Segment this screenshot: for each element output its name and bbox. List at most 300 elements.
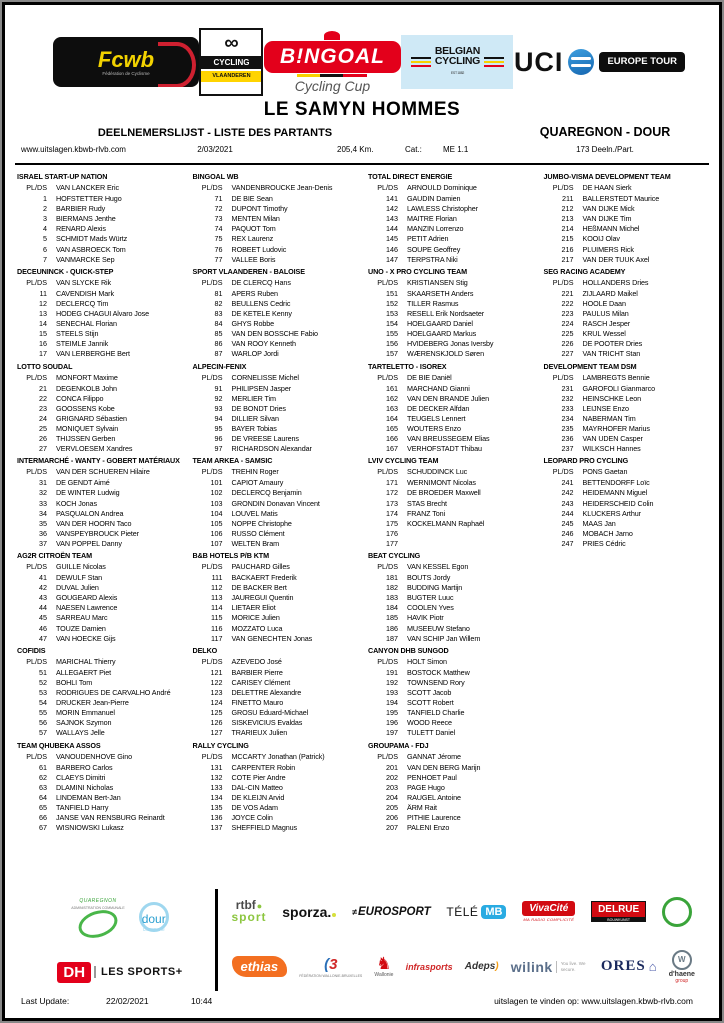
rider-row (17, 603, 189, 613)
rider-row (17, 624, 189, 634)
ds-label: PL/DS (201, 183, 223, 192)
rider-name: DECLERCQ Tim (56, 298, 109, 308)
ds-name: VAN SLYCKE Rik (56, 277, 112, 287)
rider-row (193, 519, 365, 529)
team-block (17, 646, 189, 739)
rider-name: VAN DER HOORN Taco (56, 518, 132, 528)
ds-label: PL/DS (377, 277, 398, 287)
team-name: TOTAL DIRECT ENERGIE (368, 172, 453, 181)
rider-number: 136 (210, 813, 223, 823)
dh-les-sports-text2: LES SPORTS+ (94, 966, 183, 978)
rider-number: 74 (214, 224, 223, 234)
rider-name: BETTENDORFF Loïc (582, 478, 650, 488)
rider-name: DUVAL Julien (56, 583, 99, 593)
ds-row (368, 373, 540, 383)
results-website: www.uitslagen.kbwb-rlvb.com (21, 145, 126, 154)
rider-number: 3 (43, 214, 47, 224)
rider-row (368, 783, 540, 793)
ores-logo (601, 958, 657, 975)
rider-name: MAYRHOFER Marius (582, 423, 650, 433)
rider-name: PHILIPSEN Jasper (231, 383, 292, 393)
team-block (544, 172, 716, 265)
rider-row (193, 194, 365, 204)
rider-name: BEULLENS Cedric (231, 298, 291, 308)
rider-row (193, 803, 365, 813)
rider-name: SCHMIDT Mads Würtz (56, 234, 128, 244)
rider-name: GOOSSENS Kobe (56, 403, 115, 413)
rider-number: 213 (561, 214, 574, 224)
rider-number: 195 (386, 708, 398, 718)
rider-name: DRUCKER Jean-Pierre (56, 698, 129, 708)
ds-name: VAN KESSEL Egon (407, 562, 469, 571)
rider-row (368, 289, 540, 299)
rider-number: 97 (214, 444, 223, 454)
rider-row (193, 539, 365, 549)
rider-number: 31 (39, 478, 47, 488)
ds-row (368, 657, 540, 667)
rtbf-sport-logo (232, 900, 267, 923)
rider-name: THIJSSEN Gerben (56, 434, 116, 444)
rider-row (368, 384, 540, 394)
dour-commune-text: dour (141, 911, 166, 926)
rider-number: 161 (386, 383, 398, 393)
rider-row (544, 519, 716, 529)
eurosport-text: ≠ EUROSPORT (352, 906, 431, 918)
rider-name: WOOD Reece (407, 718, 452, 728)
rider-name: GAROFOLI Gianmarco (582, 383, 655, 393)
rider-number: 133 (210, 782, 223, 792)
ds-name: CORNELISSE Michel (231, 372, 299, 382)
bingoal-logo-text: B!NGOAL (264, 41, 401, 73)
rider-name: TANFIELD Harry (56, 802, 109, 812)
ds-name: ARNOULD Dominique (407, 183, 477, 192)
rider-name: VALLEE Boris (231, 254, 276, 264)
rider-row (193, 289, 365, 299)
rider-name: RICHARDSON Alexandar (231, 444, 312, 454)
ds-row (17, 467, 189, 477)
team-name: GROUPAMA - FDJ (368, 740, 429, 750)
riders-column-4 (544, 170, 716, 835)
rider-name: SCOTT Jacob (407, 688, 452, 698)
rider-number: 196 (386, 718, 398, 728)
team-name: ISRAEL START-UP NATION (17, 172, 108, 181)
team-name: UNO - X PRO CYCLING TEAM (368, 266, 468, 276)
team-block (193, 267, 365, 360)
rider-row (544, 414, 716, 424)
rider-row (368, 339, 540, 349)
rider-number: 27 (39, 444, 47, 454)
rider-name: HAVIK Piotr (407, 613, 444, 623)
ds-name: GUILLE Nicolas (56, 562, 106, 571)
team-block (17, 551, 189, 644)
rider-row (193, 613, 365, 623)
category-value: ME 1.1 (443, 145, 469, 154)
dhaene-text: W (672, 950, 692, 970)
rider-number: 52 (39, 677, 47, 687)
rider-row (193, 319, 365, 329)
ds-row (368, 278, 540, 288)
rider-name: BOSTOCK Matthew (407, 667, 470, 677)
rider-number: 164 (386, 413, 398, 423)
rider-number: 225 (561, 329, 574, 339)
rider-name: GAUDIN Damien (407, 194, 461, 204)
ds-label: PL/DS (377, 656, 398, 666)
ds-name: TREHIN Roger (231, 467, 279, 477)
results-note: uitslagen te vinden op: www.uitslagen.kbwb-rlvb.com (494, 996, 693, 1006)
rider-number: 202 (386, 772, 398, 782)
rider-number: 7 (43, 254, 47, 264)
rider-number: 163 (386, 403, 398, 413)
ethias-text: ethias (232, 956, 288, 977)
rider-name: MORICE Julien (231, 613, 280, 623)
rider-number: 45 (39, 613, 47, 623)
ds-name: VAN LANCKER Eric (56, 183, 119, 192)
rider-name: ÄRM Rait (407, 802, 437, 812)
rider-number: 174 (386, 508, 398, 518)
team-name: TEAM QHUBEKA ASSOS (17, 740, 101, 750)
rider-row (368, 823, 540, 833)
rider-number: 103 (210, 498, 223, 508)
rider-name: VAN DEN BRANDE Julien (407, 393, 490, 403)
ds-label: PL/DS (26, 656, 47, 666)
rider-number: 206 (386, 813, 398, 823)
ds-row (544, 467, 716, 477)
rider-number: 217 (561, 254, 574, 264)
ds-label: PL/DS (26, 562, 47, 571)
rider-row (368, 349, 540, 359)
rider-number: 191 (386, 667, 398, 677)
team-block (193, 741, 365, 834)
rider-row (193, 309, 365, 319)
rider-row (193, 488, 365, 498)
wilink-subtext: You live. We secure. (556, 961, 589, 973)
rider-name: RESELL Erik Nordsaeter (407, 309, 485, 319)
quaregnon-logo (71, 898, 124, 937)
last-update-date: 22/02/2021 (106, 996, 149, 1006)
rider-number: 141 (386, 194, 398, 204)
team-name: CANYON DHB SUNGOD (368, 645, 449, 655)
ds-name: VAN DER SCHUEREN Hilaire (56, 467, 150, 477)
rider-name: GHYS Robbe (231, 319, 275, 329)
rider-row (368, 414, 540, 424)
rider-number: 222 (561, 298, 574, 308)
rider-name: DE DECKER Alfdan (407, 403, 470, 413)
rider-number: 4 (43, 224, 47, 234)
rider-name: RAUGEL Antoine (407, 792, 461, 802)
rider-row (368, 444, 540, 454)
rider-name: KRUL Wessel (582, 329, 626, 339)
vivacite-logo (522, 901, 575, 922)
rider-row (193, 813, 365, 823)
ds-row (368, 562, 540, 572)
rider-name: BIERMANS Jenthe (56, 214, 116, 224)
rider-number: 122 (210, 677, 223, 687)
partner-logos-row2 (228, 950, 700, 984)
ds-name: GANNAT Jérome (407, 751, 461, 761)
rider-row (193, 384, 365, 394)
rider-number: 194 (386, 698, 398, 708)
ds-row (17, 278, 189, 288)
rider-name: BUGTER Luuc (407, 593, 454, 603)
rider-row (17, 224, 189, 234)
rider-name: DILLIER Silvan (231, 413, 279, 423)
rider-name: HOFSTETTER Hugo (56, 194, 122, 204)
rider-name: DAL-CIN Matteo (231, 782, 283, 792)
team-block (544, 362, 716, 455)
rider-row (544, 384, 716, 394)
rider-number: 15 (39, 329, 47, 339)
rider-row (17, 349, 189, 359)
rider-row (544, 434, 716, 444)
rider-row (368, 194, 540, 204)
delrue-logo (591, 901, 646, 922)
rider-name: KOCH Jonas (56, 498, 97, 508)
rider-number: 241 (561, 478, 574, 488)
team-block (368, 456, 540, 549)
rider-number: 227 (561, 349, 574, 359)
rider-row (193, 634, 365, 644)
rider-row (193, 478, 365, 488)
rider-name: MENTEN Milan (231, 214, 280, 224)
rider-row (17, 573, 189, 583)
rider-number: 117 (211, 633, 223, 643)
ds-row (193, 278, 365, 288)
ds-label: PL/DS (552, 467, 574, 477)
delrue-text: DELRUE (591, 901, 646, 918)
rider-row (17, 634, 189, 644)
rider-number: 13 (39, 309, 47, 319)
rider-number: 105 (210, 518, 223, 528)
rider-row (193, 444, 365, 454)
ds-name: VANDENBROUCKE Jean-Denis (231, 183, 333, 192)
belgian-cycling-line2: CYCLING (434, 55, 481, 67)
rider-row (368, 718, 540, 728)
ds-label: PL/DS (552, 183, 574, 192)
rider-name: DLAMINI Nicholas (56, 782, 114, 792)
rider-number: 5 (43, 234, 47, 244)
rider-row (193, 678, 365, 688)
ds-label: PL/DS (26, 372, 47, 382)
team-name: BINGOAL WB (192, 172, 239, 181)
rider-row (193, 728, 365, 738)
rider-name: DE BIE Sean (231, 194, 273, 204)
rider-row (544, 424, 716, 434)
rider-name: DEGENKOLB John (56, 383, 117, 393)
rider-number: 236 (561, 434, 574, 444)
route-title: QUAREGNON - DOUR (539, 125, 671, 139)
rider-number: 16 (39, 339, 47, 349)
rider-name: MAAS Jan (582, 518, 616, 528)
rider-number: 2 (43, 204, 47, 214)
rider-name: REX Laurenz (231, 234, 274, 244)
rider-number: 124 (210, 698, 223, 708)
rider-row (17, 424, 189, 434)
ds-label: PL/DS (552, 372, 574, 382)
rider-row (17, 763, 189, 773)
rider-name: WILKSCH Hannes (582, 444, 641, 454)
rider-number: 156 (386, 339, 398, 349)
rider-number: 64 (39, 792, 47, 802)
rider-number: 36 (39, 528, 47, 538)
rider-row (368, 634, 540, 644)
cyclist-icon (324, 31, 340, 40)
cycling-vlaanderen-subtext: VLAANDEREN (201, 69, 261, 82)
rider-name: WISNIOWSKI Lukasz (56, 823, 124, 833)
team-block (193, 172, 365, 265)
rider-name: WARLOP Jordi (231, 349, 279, 359)
rider-name: JAUREGUI Quentin (231, 593, 294, 603)
rider-number: 142 (386, 204, 398, 214)
rider-name: KOOIJ Olav (582, 234, 620, 244)
rider-name: HEIDERSCHEID Colin (582, 498, 654, 508)
rider-row (368, 488, 540, 498)
ds-label: PL/DS (201, 562, 223, 571)
rider-row (368, 204, 540, 214)
rider-name: WÆRENSKJOLD Søren (407, 349, 484, 359)
rider-name: PAGE Hugo (407, 782, 445, 792)
ds-row (193, 183, 365, 193)
rider-name: PAULUS Milan (582, 309, 629, 319)
adeps-text: Adeps ) (465, 961, 499, 972)
rider-number: 85 (214, 329, 223, 339)
ds-name: HOLLANDERS Dries (582, 277, 649, 287)
rider-number: 95 (214, 423, 223, 433)
team-name: DELKO (192, 645, 218, 655)
rider-name: HEßMANN Michel (582, 224, 640, 234)
team-block (368, 172, 540, 265)
rider-row (368, 593, 540, 603)
rider-number: 223 (561, 309, 574, 319)
rider-row (544, 539, 716, 549)
wallonie-subtext: Wallonie (374, 971, 394, 978)
rider-row (193, 529, 365, 539)
rider-row (193, 329, 365, 339)
wilink-text: wilink (510, 958, 553, 975)
rider-row (193, 668, 365, 678)
rider-number: 224 (561, 319, 574, 329)
ds-name: SCHUDDINCK Luc (407, 467, 468, 477)
rider-number: 93 (214, 403, 223, 413)
rider-number: 24 (39, 413, 47, 423)
rider-number: 107 (210, 538, 223, 548)
rider-number: 11 (39, 288, 47, 298)
rider-row (544, 319, 716, 329)
rider-row (368, 688, 540, 698)
rider-name: BACKAERT Frederik (231, 573, 297, 583)
rider-name: DE VREESE Laurens (231, 434, 299, 444)
ds-row (17, 183, 189, 193)
rider-row (544, 255, 716, 265)
rider-name: HODEG CHAGUI Alvaro Jose (56, 309, 150, 319)
rider-row (368, 803, 540, 813)
ds-row (544, 183, 716, 193)
dhaene-text2: d'haene (668, 970, 695, 978)
team-name: TARTELETTO - ISOREX (368, 361, 447, 371)
ds-label: PL/DS (201, 467, 223, 477)
rider-row (368, 668, 540, 678)
rider-name: KOCKELMANN Raphaël (407, 518, 485, 528)
startlist-page (2, 2, 722, 1021)
rider-name: APERS Ruben (231, 288, 278, 298)
rider-name: TANFIELD Charlie (407, 708, 465, 718)
delrue-subtext: BOUWKUNST (591, 918, 646, 922)
rider-name: LOUVEL Matis (231, 508, 278, 518)
rider-number: 245 (561, 518, 574, 528)
rider-number: 131 (210, 762, 223, 772)
rider-name: MUSEEUW Stefano (407, 623, 470, 633)
rider-row (544, 329, 716, 339)
rider-row (17, 688, 189, 698)
ds-label: PL/DS (26, 277, 47, 287)
team-name: SPORT VLAANDEREN - BALOISE (192, 266, 305, 276)
ds-label: PL/DS (201, 277, 223, 287)
ds-name: KRISTIANSEN Stig (407, 277, 468, 287)
rider-name: DECLERCQ Benjamin (231, 488, 302, 498)
fwb-glyph (324, 956, 337, 973)
rider-name: STEIMLE Jannik (56, 339, 109, 349)
team-block (193, 646, 365, 739)
rider-row (368, 434, 540, 444)
rider-name: DE BACKER Bert (231, 583, 287, 593)
quaregnon-subtext: ADMINISTRATION COMMUNALE (71, 905, 125, 910)
riders-column-1 (17, 170, 189, 835)
rider-number: 47 (39, 633, 47, 643)
rider-row (544, 234, 716, 244)
rider-number: 63 (39, 782, 47, 792)
rider-name: VERVLOESEM Xandres (56, 444, 133, 454)
rider-name: WOUTERS Enzo (407, 423, 461, 433)
rider-row (544, 499, 716, 509)
rider-row (193, 573, 365, 583)
rider-number: 22 (39, 393, 47, 403)
rider-name: HOELGAARD Daniel (407, 319, 473, 329)
rider-row (544, 444, 716, 454)
startlist-subtitle: DEELNEMERSLIJST - LISTE DES PARTANTS (97, 127, 333, 139)
rider-name: BAYER Tobias (231, 423, 277, 433)
rider-number: 106 (210, 528, 223, 538)
rider-row (544, 478, 716, 488)
ds-name: MCCARTY Jonathan (Patrick) (231, 751, 325, 761)
rider-row (17, 593, 189, 603)
rider-name: BARBIER Pierre (231, 667, 283, 677)
rider-row (17, 404, 189, 414)
tele-mb-logo (446, 905, 506, 919)
rider-name: VAN BREUSSEGEM Elias (407, 434, 490, 444)
rtbf-sport-text: rtbf ● (236, 900, 262, 912)
rider-row (193, 698, 365, 708)
rider-name: VAN TRICHT Stan (582, 349, 641, 359)
rider-name: ROBEET Ludovic (231, 244, 287, 254)
organizer-logos-row2 (57, 962, 182, 983)
rider-row (193, 688, 365, 698)
infinity-icon: ∞ (224, 32, 239, 54)
team-block (17, 172, 189, 265)
rider-name: COTE Pier Andre (231, 772, 286, 782)
team-block (368, 741, 540, 834)
team-name: DECEUNINCK - QUICK-STEP (17, 266, 114, 276)
rider-name: RUSSO Clément (231, 528, 285, 538)
rider-number: 201 (386, 762, 398, 772)
rider-name: PRIES Cédric (582, 538, 626, 548)
rider-name: DE POOTER Dries (582, 339, 643, 349)
rider-row (368, 478, 540, 488)
rider-row (17, 783, 189, 793)
bingoal-logo-subtext: Cycling Cup (294, 77, 371, 94)
rider-number: 101 (210, 478, 223, 488)
rider-name: DUPONT Timothy (231, 204, 288, 214)
rider-row (193, 414, 365, 424)
team-block (17, 741, 189, 834)
